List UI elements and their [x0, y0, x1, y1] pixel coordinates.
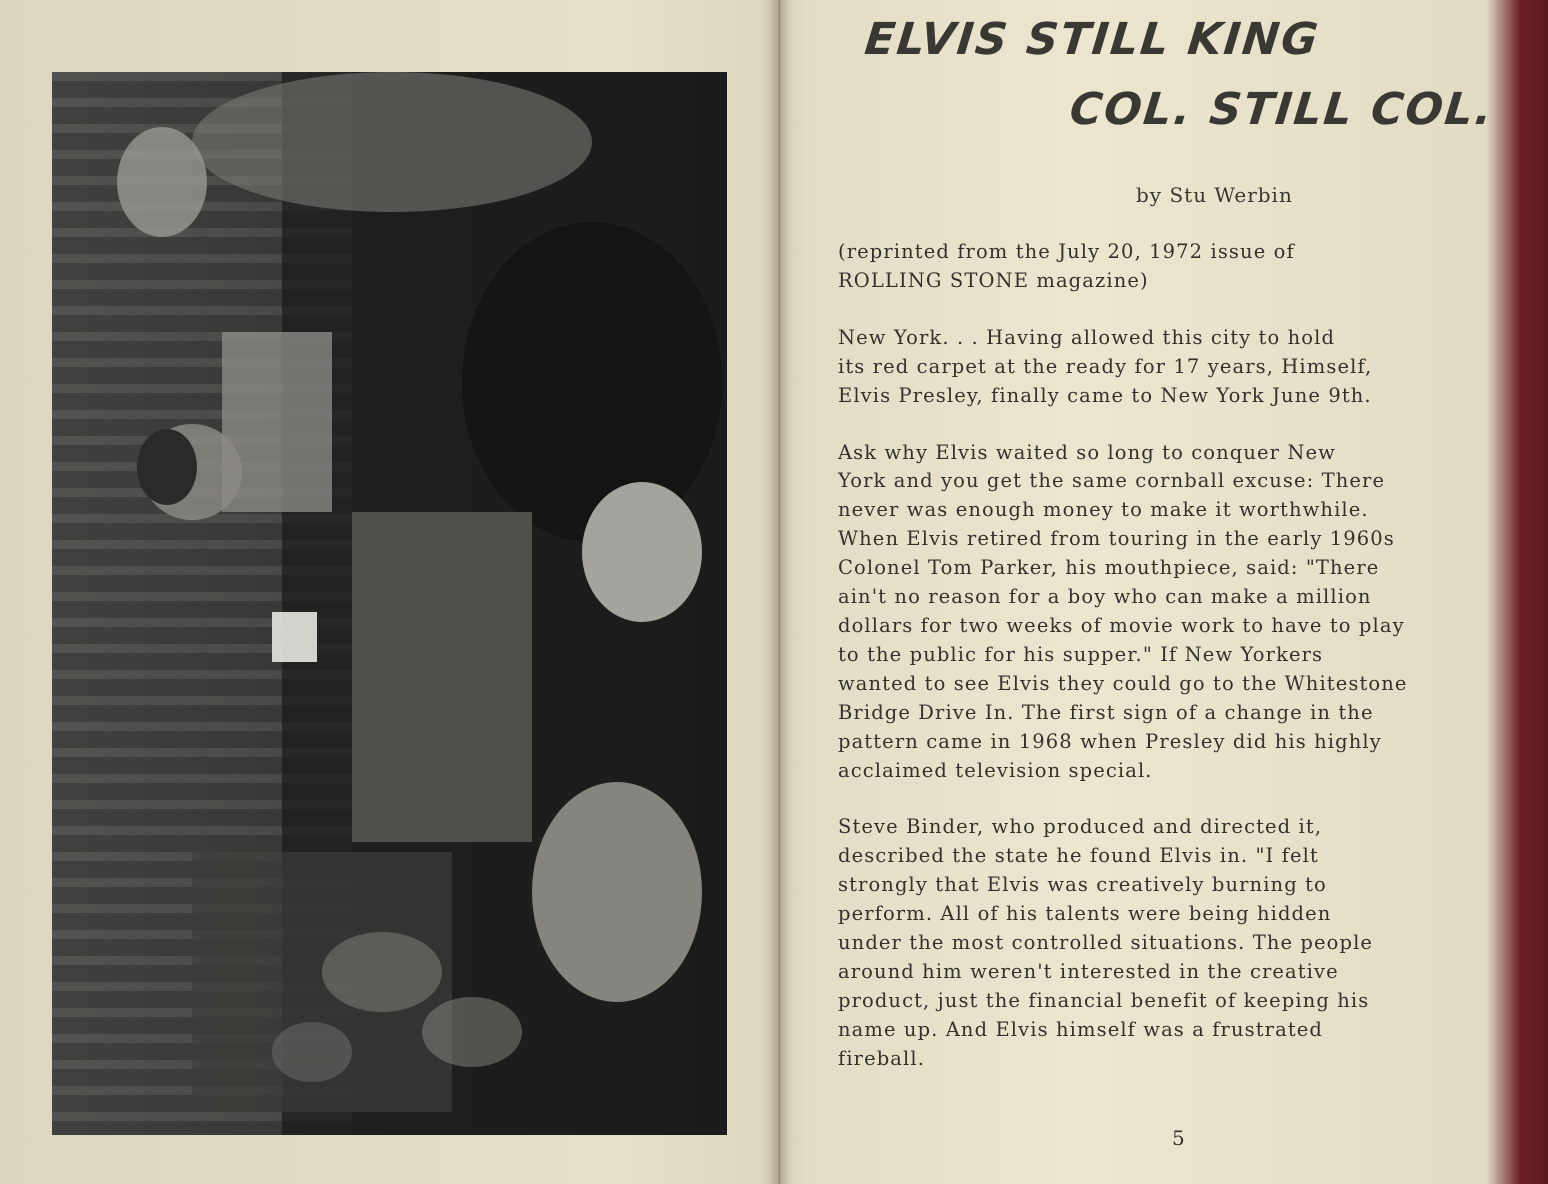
byline: by Stu Werbin [1136, 183, 1293, 207]
headline-line-2: COL. STILL COL. [1067, 84, 1497, 135]
article-body [838, 238, 1498, 1102]
right-page [780, 0, 1520, 1184]
paragraph-2: Ask why Elvis waited so long to conquer New York and you get the same cornball excuse: There never was enough money to make it worthwhile. When Elvis retired from touring in the early 1960s Colonel Tom Parker, his mouthpiece, said: "There ain't no reason for a boy who can make a million dollars for two weeks of movie work to have to play to the public for his supper." If New Yorkers wanted to see Elvis they could go to the Whitestone Bridge Drive In. The first sign of a change in the pattern came in 1968 when Presley did his highly acclaimed television special. [838, 440, 1408, 782]
paragraph-reprint-note: (reprinted from the July 20, 1972 issue of ROLLING STONE magazine) [838, 240, 1295, 292]
page-number: 5 [1172, 1126, 1185, 1150]
paragraph-3: Steve Binder, who produced and directed it, described the state he found Elvis in. "I felt strongly that Elvis was creatively burning to perform. All of his talents were being hidden under the most controlled situations. The people around him weren't interested in the creative product, just the financial benefit of keeping his name up. And Elvis himself was a frustrated fireball. [838, 815, 1374, 1070]
left-page [0, 0, 772, 1184]
concert-photo [52, 72, 727, 1135]
paragraph-1: New York. . . Having allowed this city to hold its red carpet at the ready for 17 years, Himself, Elvis Presley, finally came to New York June 9th. [838, 325, 1373, 407]
headline-line-1: ELVIS STILL KING [862, 14, 1323, 65]
photo-image [52, 72, 727, 1135]
